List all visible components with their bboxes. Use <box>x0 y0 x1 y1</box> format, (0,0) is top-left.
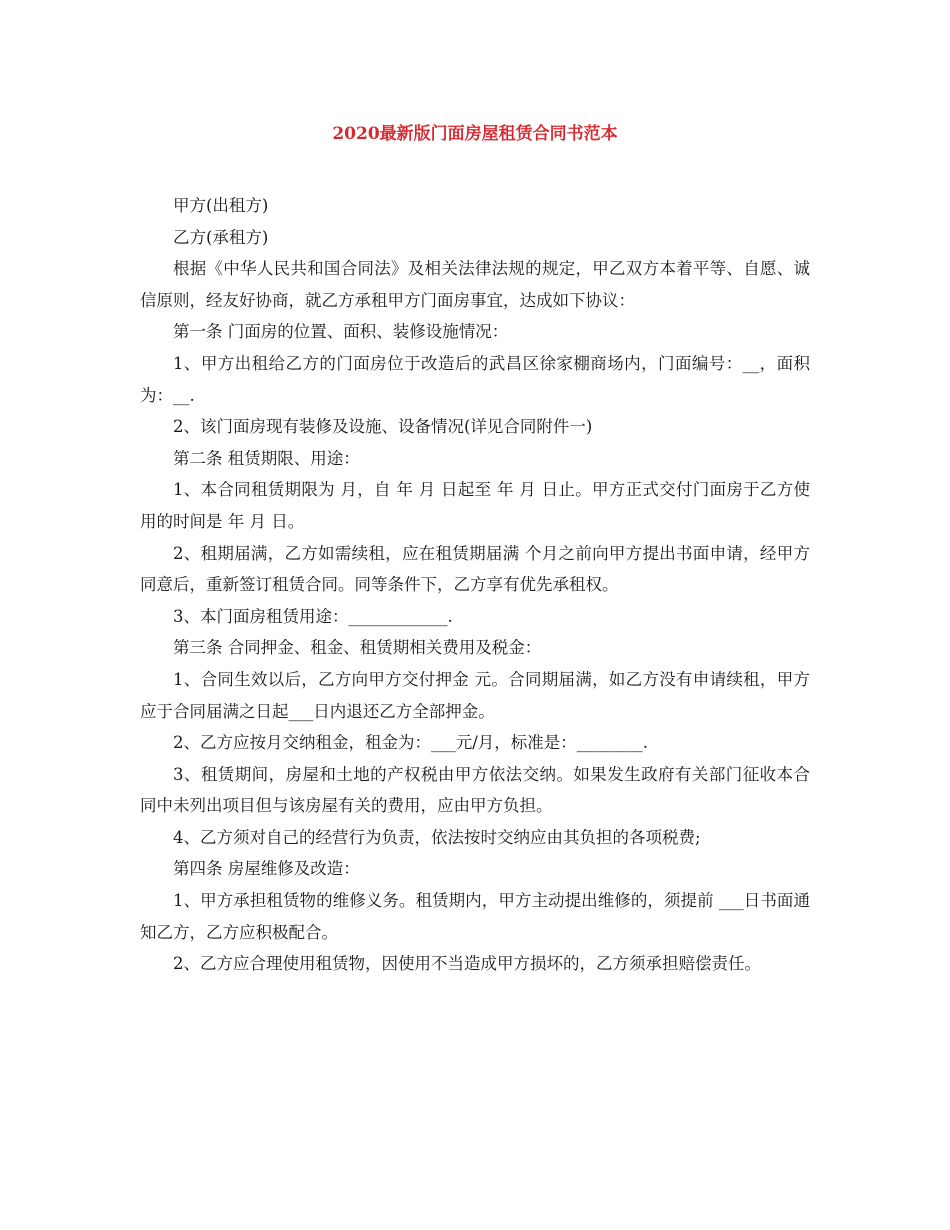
article-3-clause-3: 3、租赁期间，房屋和土地的产权税由甲方依法交纳。如果发生政府有关部门征收本合同中未列出项目但与该房屋有关的费用，应由甲方负担。 <box>140 764 810 816</box>
article-3-clause-1: 1、合同生效以后，乙方向甲方交付押金 元。合同期届满，如乙方没有申请续租，甲方应于合同届满之日起___日内退还乙方全部押金。 <box>140 669 810 721</box>
document-body <box>140 190 810 980</box>
article-3-clause-4: 4、乙方须对自己的经营行为负责，依法按时交纳应由其负担的各项税费; <box>173 827 701 847</box>
paragraph-party-a: 甲方(出租方) <box>173 196 269 215</box>
article-2-heading: 第二条 租赁期限、用途： <box>173 448 360 468</box>
article-3-clause-2: 2、乙方应按月交纳租金，租金为：___元/月，标准是：________. <box>173 733 649 753</box>
article-1-heading: 第一条 门面房的位置、面积、装修设施情况： <box>173 322 509 342</box>
article-4-heading: 第四条 房屋维修及改造： <box>173 859 360 879</box>
article-4-clause-2: 2、乙方应合理使用租赁物，因使用不当造成甲方损坏的，乙方须承担赔偿责任。 <box>173 954 761 974</box>
article-1-clause-1: 1、甲方出租给乙方的门面房位于改造后的武昌区徐家棚商场内，门面编号：__，面积为：__. <box>140 353 810 405</box>
article-1-clause-2: 2、该门面房现有装修及设施、设备情况(详见合同附件一) <box>173 417 593 437</box>
article-2-clause-2: 2、租期届满，乙方如需续租，应在租赁期届满 个月之前向甲方提出书面申请，经甲方同意后，重新签订租赁合同。同等条件下，乙方享有优先承租权。 <box>140 543 810 595</box>
article-2-clause-3: 3、本门面房租赁用途：____________. <box>173 606 453 626</box>
article-3-heading: 第三条 合同押金、租金、租赁期相关费用及税金： <box>173 638 542 658</box>
article-4-clause-1: 1、甲方承担租赁物的维修义务。租赁期内，甲方主动提出维修的，须提前 ___日书面通知乙方，乙方应积极配合。 <box>140 891 810 942</box>
document-title: 2020最新版门面房屋租赁合同书范本 <box>332 124 618 144</box>
article-2-clause-1: 1、本合同租赁期限为 月，自 年 月 日起至 年 月 日止。甲方正式交付门面房于乙方使用的时间是 年 月 日。 <box>140 480 810 531</box>
paragraph-party-b: 乙方(承租方) <box>173 227 269 247</box>
paragraph-preamble: 根据《中华人民共和国合同法》及相关法律法规的规定，甲乙双方本着平等、自愿、诚信原则，经友好协商，就乙方承租甲方门面房事宜，达成如下协议： <box>140 259 810 310</box>
